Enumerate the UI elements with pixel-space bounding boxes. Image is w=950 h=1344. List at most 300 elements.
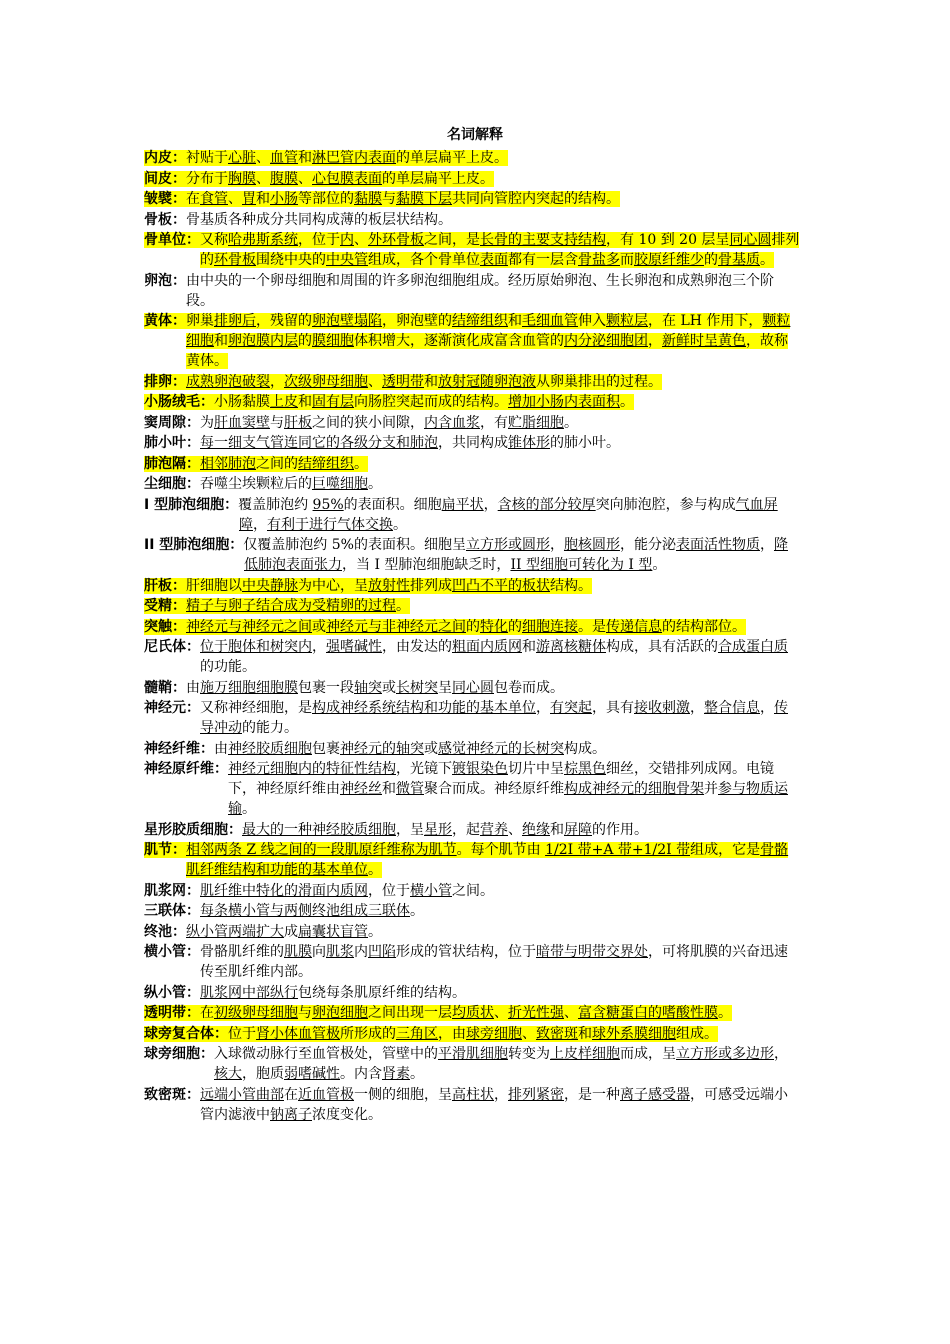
key-phrase: 精子与卵子结合成为受精卵的过程 — [186, 598, 396, 614]
glossary-term: 神经元： — [144, 700, 200, 716]
definition-text: 。 — [242, 801, 256, 817]
definition-text: 覆盖肺泡约 — [238, 496, 313, 513]
glossary-entry — [144, 433, 800, 453]
definition-text: 的 — [508, 618, 522, 635]
definition-text: ， — [253, 516, 267, 533]
key-phrase: 胶原纤维少 — [634, 252, 704, 268]
definition-text: 的 — [298, 333, 312, 349]
definition-text: 的作用。 — [592, 821, 648, 838]
key-phrase: 微管 — [396, 781, 424, 797]
glossary-list — [144, 148, 800, 1125]
definition-text: 、 — [256, 170, 270, 187]
definition-text: 、 — [228, 191, 242, 207]
definition-text: ，呈 — [396, 821, 424, 838]
definition-text: 、 — [508, 821, 522, 838]
glossary-term: 肌浆网： — [144, 882, 200, 899]
key-phrase: 上皮 — [270, 394, 298, 410]
key-phrase: 内含血浆 — [424, 414, 480, 431]
glossary-entry — [144, 942, 800, 982]
key-phrase: 球旁细胞 — [466, 1025, 522, 1042]
definition-text: 。 — [410, 1066, 424, 1082]
key-phrase: 神经元的轴突 — [340, 740, 424, 757]
glossary-entry — [144, 576, 800, 596]
definition-text: 的 — [466, 618, 480, 635]
key-phrase: 扁囊状盲管 — [298, 923, 368, 940]
key-phrase: 腹膜 — [270, 170, 298, 187]
glossary-term: I 型肺泡细胞： — [144, 496, 239, 513]
glossary-entry — [144, 983, 800, 1003]
key-phrase: 中央静脉 — [242, 577, 298, 594]
key-phrase: 营养 — [480, 821, 508, 838]
key-phrase: 上皮样细胞 — [550, 1046, 620, 1062]
key-phrase: 黏膜下层 — [396, 191, 452, 207]
key-phrase: 心包膜表面 — [312, 170, 382, 187]
glossary-entry — [144, 759, 800, 819]
glossary-entry — [144, 495, 800, 535]
definition-text: 而 — [620, 252, 634, 268]
glossary-entry — [144, 1003, 800, 1023]
definition-text: 吞噬尘埃颗粒后的 — [200, 476, 312, 492]
definition-text: ， — [549, 537, 564, 553]
key-phrase: 粗面内质网 — [452, 639, 522, 655]
definition-text: 或 — [424, 740, 438, 757]
key-phrase: 最大的一种神经胶质细胞 — [242, 821, 396, 838]
definition-text: 的肺小叶。 — [550, 435, 620, 451]
key-phrase: 肌纤维中特化的滑面内质网 — [200, 882, 368, 899]
key-phrase: 放射冠随卵泡液 — [438, 373, 536, 390]
definition-text: ， — [483, 496, 498, 513]
key-phrase: 神经元与非神经元之间 — [326, 618, 466, 635]
definition-text: 为 — [200, 414, 214, 431]
definition-text: 。 — [620, 394, 634, 410]
key-phrase: 平滑肌细胞 — [438, 1046, 508, 1062]
key-phrase: 远端小管曲部 — [200, 1086, 284, 1103]
key-phrase: 含核的部分较厚 — [497, 496, 596, 513]
glossary-entry — [144, 413, 800, 433]
definition-text: 和 — [578, 1025, 592, 1042]
definition-text: 之间出现一层 — [368, 1005, 452, 1021]
key-phrase: 相邻两条 Z 线之间的一段肌原纤维称为肌节 — [186, 842, 457, 858]
key-phrase: II 型细胞可转化为 I 型 — [510, 557, 653, 573]
definition-text: 又称 — [200, 232, 228, 248]
glossary-entry — [144, 169, 800, 189]
definition-text: 和 — [522, 639, 536, 655]
definition-text: 的结构部位。 — [662, 618, 746, 635]
key-phrase: 有突起 — [550, 700, 592, 716]
glossary-term: 神经纤维： — [144, 740, 214, 757]
definition-text: ， — [760, 700, 774, 716]
glossary-entry — [144, 698, 800, 738]
definition-text: ， — [759, 537, 774, 553]
key-phrase: 富含糖蛋白的嗜酸性膜 — [578, 1005, 718, 1021]
definition-text: 一侧的细胞，呈 — [354, 1086, 452, 1103]
definition-text: ， — [536, 700, 550, 716]
definition-text: 。 — [564, 414, 578, 431]
glossary-term: 尼氏体： — [144, 639, 200, 655]
key-phrase: 次级卵母细胞 — [284, 373, 368, 390]
glossary-entry — [144, 230, 800, 270]
definition-text: 成 — [284, 923, 298, 940]
key-phrase: 离子感受器 — [620, 1086, 690, 1103]
definition-text: 。 — [718, 1005, 732, 1021]
key-phrase: 毛细血管 — [522, 313, 578, 329]
definition-text: ，能分泌 — [619, 537, 676, 553]
key-phrase: 颗粒细胞 — [186, 313, 791, 349]
glossary-entry — [144, 271, 800, 311]
key-phrase: 结缔组织 — [452, 313, 508, 329]
glossary-term: 三联体： — [144, 903, 200, 919]
key-phrase: 固有层 — [312, 394, 354, 410]
key-phrase: 肝板 — [284, 414, 312, 431]
definition-text: 、 — [564, 1005, 578, 1021]
glossary-term: 神经原纤维： — [144, 761, 228, 777]
definition-text: 。 — [652, 557, 667, 573]
key-phrase: 传导冲动 — [200, 700, 788, 736]
definition-text: 伸入 — [578, 313, 606, 329]
definition-text: 都有一层含 — [508, 252, 578, 268]
key-phrase: 施万细胞细胞膜 — [200, 679, 298, 696]
definition-text: 由 — [214, 740, 228, 757]
definition-text: 和 — [424, 373, 438, 390]
key-phrase: 暗带与明带交界处 — [536, 944, 648, 960]
glossary-entry — [144, 901, 800, 921]
definition-text: 形成的管状结构，位于 — [396, 944, 536, 960]
key-phrase: 强嗜碱性 — [326, 639, 382, 655]
key-phrase: 透明带 — [382, 373, 424, 390]
definition-text: 或 — [382, 679, 396, 696]
definition-text: ，有 10 到 20 层呈 — [606, 232, 730, 248]
glossary-term: 排卵： — [144, 373, 186, 390]
glossary-entry — [144, 596, 800, 616]
key-phrase: 哈弗斯系统 — [228, 232, 298, 248]
glossary-term: 间皮： — [144, 170, 186, 187]
definition-text: 。 — [760, 252, 774, 268]
key-phrase: 血管 — [270, 150, 298, 166]
document-title: 名词解释 — [447, 127, 503, 143]
definition-text: 在 — [284, 1086, 298, 1103]
definition-text: 、 — [298, 170, 312, 187]
glossary-term: 小肠绒毛： — [144, 394, 214, 410]
key-phrase: 95% — [312, 496, 344, 513]
definition-text: 和 — [298, 150, 312, 166]
definition-text: 共同向管腔内突起的结构。 — [452, 191, 620, 207]
definition-text: 卵巢 — [186, 313, 214, 329]
key-phrase: 小肠 — [270, 191, 298, 207]
definition-text: 。 — [368, 923, 382, 940]
definition-text: 、 — [522, 1025, 536, 1042]
definition-text: ，由发达的 — [382, 639, 452, 655]
definition-text: 并 — [704, 781, 718, 797]
definition-text: 入球微动脉行至血管极处，管壁中的 — [214, 1046, 438, 1062]
glossary-term: 皱襞： — [144, 191, 186, 207]
key-phrase: 致密斑 — [536, 1025, 578, 1042]
glossary-entry — [144, 392, 800, 412]
key-phrase: 同心圆 — [452, 679, 494, 696]
key-phrase: 表面 — [480, 252, 508, 268]
key-phrase: 肾素 — [382, 1066, 410, 1082]
definition-text: 等部位的 — [298, 191, 354, 207]
definition-text: 、 — [494, 1005, 508, 1021]
definition-text: 排列成 — [410, 577, 452, 594]
key-phrase: 参与物质运输 — [228, 781, 788, 817]
glossary-entry — [144, 739, 800, 759]
key-phrase: 环骨板 — [214, 252, 256, 268]
definition-text: 向肠腔突起而成的结构。 — [354, 394, 508, 410]
definition-text: 、 — [256, 150, 270, 166]
definition-text: 又称神经细胞，是 — [200, 700, 312, 716]
key-phrase: 球外系膜细胞 — [592, 1025, 676, 1042]
key-phrase: 立方形或多边形 — [676, 1046, 774, 1062]
key-phrase: 三角区 — [396, 1025, 438, 1042]
key-phrase: 每一细支气管连同它的各级分支和肺泡 — [200, 435, 438, 451]
key-phrase: 卵泡壁塌陷 — [312, 313, 382, 329]
definition-text: 、 — [354, 232, 368, 248]
definition-text: 组成。 — [676, 1025, 718, 1042]
key-phrase: 卵泡细胞 — [312, 1005, 368, 1021]
key-phrase: 骨骼肌纤维结构和功能的基本单位 — [186, 842, 789, 878]
definition-text: ，起 — [452, 821, 480, 838]
key-phrase: 整合信息 — [704, 700, 760, 716]
key-phrase: 膜细胞 — [312, 333, 354, 349]
definition-text: 由中央的一个卵母细胞和周围的许多卵泡细胞组成。经历原始卵泡、生长卵泡和成熟卵泡三个阶段。 — [186, 272, 774, 309]
glossary-term: 球旁细胞： — [144, 1046, 214, 1062]
definition-text: 和 — [550, 821, 564, 838]
key-phrase: 神经丝 — [340, 781, 382, 797]
key-phrase: 近血管极 — [298, 1086, 354, 1103]
glossary-entry — [144, 1085, 800, 1125]
glossary-term: 肌节： — [144, 842, 186, 858]
definition-text: 。 — [410, 903, 424, 919]
glossary-term: 窦周隙： — [144, 414, 200, 431]
key-phrase: 放射性 — [368, 577, 410, 594]
definition-text: 的单层扁平上皮。 — [396, 150, 508, 166]
glossary-term: 内皮： — [144, 150, 186, 166]
definition-text: 和 — [298, 394, 312, 410]
definition-text: 的单层扁平上皮。 — [382, 170, 494, 187]
definition-text: 包卷而成。 — [494, 679, 564, 696]
definition-text: 在 — [200, 1005, 214, 1021]
definition-text: 骨基质各种成分共同构成薄的板层状结构。 — [186, 211, 452, 228]
key-phrase: 降低肺泡表面张力 — [244, 537, 788, 573]
key-phrase: 弱嗜碱性 — [284, 1066, 340, 1082]
key-phrase: 胞核圆形 — [563, 537, 620, 553]
definition-text: ，共同构成 — [438, 435, 508, 451]
glossary-entry — [144, 535, 800, 575]
key-phrase: 长骨的主要支持结构 — [480, 232, 606, 248]
definition-text: ，位于 — [298, 232, 340, 248]
glossary-entry — [144, 1024, 800, 1044]
key-phrase: 棕黑色 — [564, 761, 606, 777]
glossary-entry — [144, 311, 800, 371]
key-phrase: 构成神经元的细胞骨架 — [564, 781, 704, 797]
glossary-entry — [144, 148, 800, 168]
key-phrase: 轴突 — [354, 679, 382, 696]
key-phrase: 有利于进行气体交换 — [267, 516, 393, 533]
key-phrase: 接收刺激 — [634, 700, 690, 716]
definition-text: 和 — [508, 313, 522, 329]
definition-text: ，是一种 — [564, 1086, 620, 1103]
glossary-term: 受精： — [144, 598, 186, 614]
glossary-entry — [144, 372, 800, 392]
key-phrase: 1/2I 带+A 带+1/2I 带 — [545, 842, 691, 858]
glossary-term: 肝板： — [144, 577, 186, 594]
glossary-term: 卵泡： — [144, 272, 186, 289]
glossary-entry — [144, 678, 800, 698]
key-phrase: 凹凸不平的板状 — [452, 577, 550, 594]
key-phrase: 肝血窦壁 — [214, 414, 270, 431]
key-phrase: 黏膜 — [354, 191, 382, 207]
definition-text: 分布于 — [186, 170, 228, 187]
definition-text: 包裹一段 — [298, 679, 354, 696]
definition-text: 之间的狭小间隙， — [312, 414, 424, 431]
glossary-term: 髓鞘： — [144, 679, 186, 696]
key-phrase: 纵小管两端扩大 — [186, 923, 284, 940]
definition-text: 而成，呈 — [620, 1046, 676, 1062]
definition-text: ， — [690, 700, 704, 716]
key-phrase: 气血屏障 — [239, 496, 778, 533]
definition-text: 。 — [354, 455, 368, 472]
glossary-term: 骨板： — [144, 211, 186, 228]
glossary-entry — [144, 820, 800, 840]
key-phrase: 神经元与神经元之间 — [186, 618, 312, 635]
definition-text: 为中心，呈 — [298, 577, 368, 594]
key-phrase: 新鲜时呈黄色 — [662, 333, 746, 349]
definition-text: ，故称黄体。 — [186, 333, 788, 369]
definition-text: ，由 — [438, 1025, 466, 1042]
key-phrase: 构成神经系统结构和功能的基本单位 — [312, 700, 536, 716]
key-phrase: 中央管 — [326, 252, 368, 268]
key-phrase: 凹陷 — [368, 944, 396, 960]
definition-text: 。每个肌节由 — [456, 842, 546, 858]
definition-text: 的能力。 — [242, 720, 298, 736]
definition-text: 之间。 — [452, 882, 494, 899]
definition-text: 构成。 — [564, 740, 606, 757]
key-phrase: 特化 — [480, 618, 508, 635]
definition-text: 组成，它是 — [690, 842, 761, 858]
definition-text: 与 — [382, 191, 396, 207]
definition-text: 切片中呈 — [508, 761, 564, 777]
definition-text: 。 — [368, 476, 382, 492]
key-phrase: 横小管 — [410, 882, 452, 899]
definition-text: 构成，具有活跃的 — [606, 639, 718, 655]
definition-text: 肝细胞以 — [186, 577, 242, 594]
definition-text: 结构。 — [550, 577, 592, 594]
glossary-term: II 型肺泡细胞： — [144, 537, 244, 553]
key-phrase: 位于胞体和树突内 — [200, 639, 312, 655]
definition-text: 围绕中央的 — [256, 252, 326, 268]
key-phrase: 神经胶质细胞 — [228, 740, 312, 757]
key-phrase: 胸膜 — [228, 170, 256, 187]
definition-text: 由 — [186, 679, 200, 696]
key-phrase: 每条横小管与两侧终池组成三联体 — [200, 903, 410, 919]
key-phrase: 贮脂细胞 — [508, 414, 564, 431]
definition-text: 和 — [214, 333, 228, 349]
key-phrase: 颗粒层 — [606, 313, 648, 329]
glossary-term: 骨单位： — [144, 232, 200, 248]
definition-text: ， — [648, 333, 662, 349]
key-phrase: 传递信息 — [606, 618, 662, 635]
definition-text: 在 — [186, 191, 200, 207]
key-phrase: 神经元细胞内的特征性结构 — [228, 761, 396, 777]
definition-text: ，位于 — [368, 882, 410, 899]
key-phrase: 骨基质 — [718, 252, 760, 268]
definition-text: 细丝，交错排列成网。电镜下，神经原纤维由 — [228, 761, 774, 797]
key-phrase: 外环骨板 — [368, 232, 424, 248]
definition-text: ， — [774, 1046, 788, 1062]
key-phrase: 镀银染色 — [452, 761, 508, 777]
glossary-term: 尘细胞： — [144, 476, 200, 492]
glossary-term: 突触： — [144, 618, 186, 635]
key-phrase: 均质状 — [452, 1005, 494, 1021]
glossary-entry — [144, 922, 800, 942]
glossary-entry — [144, 454, 800, 474]
definition-text: ，可感受远端小管内滤液中 — [200, 1086, 788, 1123]
key-phrase: 同心圆 — [729, 232, 772, 248]
definition-text: 与 — [298, 1005, 312, 1021]
definition-text: 的 — [704, 252, 718, 268]
key-phrase: 胃 — [242, 191, 256, 207]
key-phrase: 钠离子 — [270, 1106, 312, 1123]
definition-text: 衬贴于 — [186, 150, 228, 166]
glossary-term: 横小管： — [144, 944, 200, 960]
key-phrase: 扁平状 — [441, 496, 484, 513]
definition-text: 。内含 — [340, 1066, 382, 1082]
key-phrase: 锥体形 — [508, 435, 550, 451]
glossary-entry — [144, 881, 800, 901]
definition-text: 组成，各个骨单位 — [368, 252, 480, 268]
definition-text: 排列的 — [200, 232, 800, 268]
glossary-entry — [144, 210, 800, 230]
glossary-entry — [144, 474, 800, 494]
definition-text: 或 — [312, 618, 326, 635]
key-phrase: 内分泌细胞团 — [564, 333, 648, 349]
key-phrase: 食管 — [200, 191, 228, 207]
key-phrase: 相邻肺泡 — [200, 455, 256, 472]
definition-text: ，在 LH 作用下， — [648, 313, 763, 329]
definition-text: 小肠黏膜 — [214, 394, 270, 410]
definition-text: 内 — [354, 944, 368, 960]
definition-text: ，胞质 — [242, 1066, 284, 1082]
definition-text: ，具有 — [592, 700, 634, 716]
definition-text: ， — [494, 1086, 508, 1103]
key-phrase: 淋巴管内表面 — [312, 150, 396, 166]
definition-text: 呈 — [438, 679, 452, 696]
key-phrase: 核大 — [214, 1066, 242, 1082]
definition-text: ，卵泡壁的 — [382, 313, 452, 329]
definition-text: 骨骼肌纤维的 — [200, 944, 284, 960]
definition-text: 与 — [270, 414, 284, 431]
key-phrase: 肾小体血管极 — [256, 1025, 340, 1042]
key-phrase: 肌膜 — [284, 944, 312, 960]
definition-text: 的功能。 — [200, 659, 256, 675]
glossary-entry — [144, 617, 800, 637]
definition-text: 位于 — [228, 1025, 256, 1042]
glossary-entry — [144, 189, 800, 209]
definition-text: 聚合而成。神经原纤维 — [424, 781, 564, 797]
glossary-term: 纵小管： — [144, 984, 200, 1001]
glossary-term: 透明带： — [144, 1005, 200, 1021]
definition-text: 体积增大，逐渐演化成富含血管的 — [354, 333, 564, 349]
definition-text: ，可将肌膜的兴奋迅速传至肌纤维内部。 — [200, 944, 788, 980]
glossary-entry — [144, 840, 800, 880]
key-phrase: 表面活性物质 — [675, 537, 760, 553]
definition-text: 。 — [396, 598, 410, 614]
definition-text: 所形成的 — [340, 1025, 396, 1042]
key-phrase: 长树突 — [396, 679, 438, 696]
key-phrase: 成熟卵泡破裂 — [186, 373, 270, 390]
key-phrase: 绝缘 — [522, 821, 550, 838]
glossary-term: 黄体： — [144, 313, 186, 329]
